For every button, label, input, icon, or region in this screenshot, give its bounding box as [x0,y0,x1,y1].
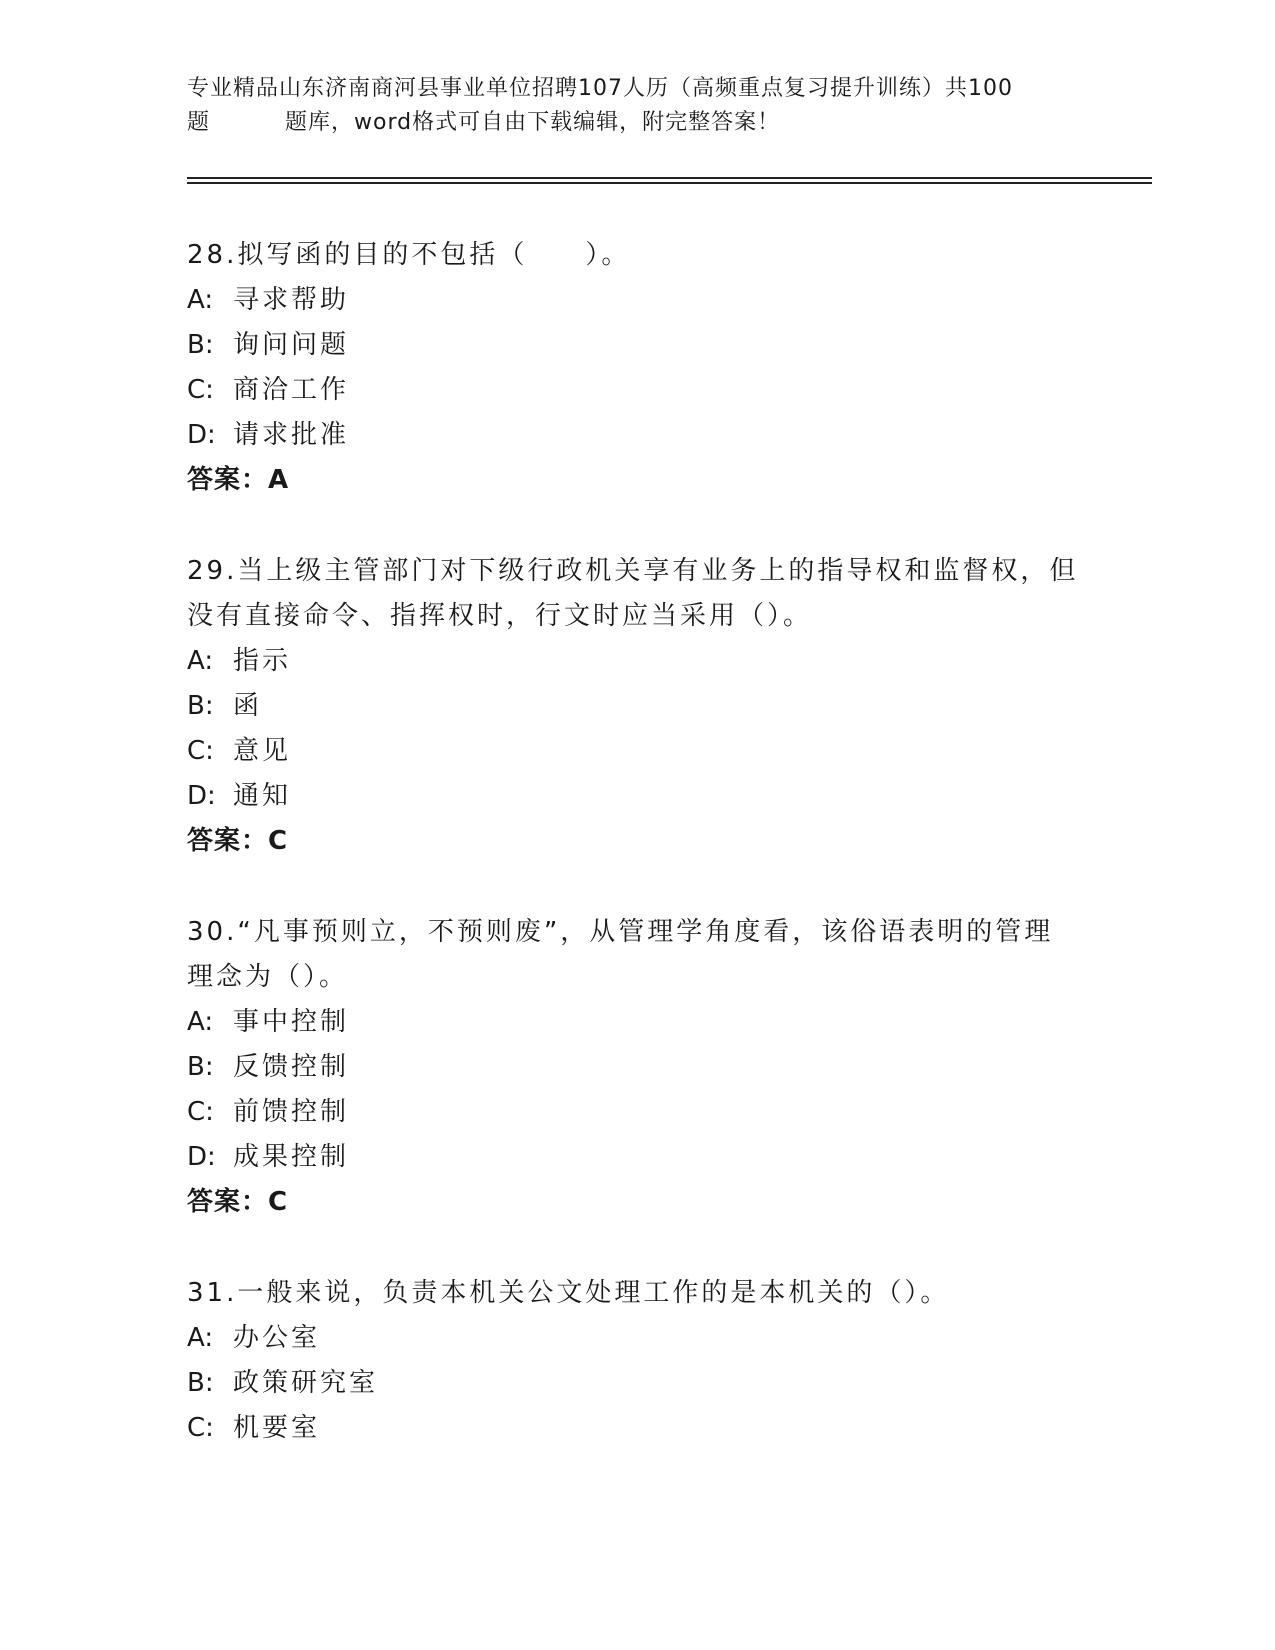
option-c [187,1406,1087,1451]
option-key: D: [187,420,216,450]
option-key: A: [187,646,214,676]
question-28 [187,233,1087,503]
option-c [187,729,1087,774]
option-text: 请求批准 [233,420,350,450]
option-key: B: [187,330,214,360]
question-stem: 28.拟写函的目的不包括（ ）。 [187,240,631,270]
question-stem-line-1: 29.当上级主管部门对下级行政机关享有业务上的指导权和监督权，但 [187,556,1079,586]
option-a [187,639,1087,684]
option-key: C: [187,736,214,766]
option-text: 成果控制 [233,1142,350,1172]
answer-label: 答案：C [187,1187,289,1217]
option-key: C: [187,1097,214,1127]
header-title-line-2-rest: 题库，word格式可自由下载编辑，附完整答案！ [285,110,781,135]
option-b [187,684,1087,729]
answer-label: 答案：A [187,465,290,495]
option-text: 通知 [233,781,292,811]
option-b [187,1361,1087,1406]
option-c [187,368,1087,413]
option-text: 函 [233,691,263,721]
option-b [187,1045,1087,1090]
header-title-line-2-lead: 题 [187,110,211,135]
option-text: 寻求帮助 [233,285,350,315]
option-key: C: [187,375,214,405]
option-text: 政策研究室 [233,1368,379,1398]
question-stem-line-1: 30.“凡事预则立，不预则废”，从管理学角度看，该俗语表明的管理 [187,917,1054,947]
option-key: D: [187,781,216,811]
answer-label: 答案：C [187,826,289,856]
question-stem: 31.一般来说，负责本机关公文处理工作的是本机关的（）。 [187,1278,950,1308]
option-key: A: [187,285,214,315]
header-title-line-1: 专业精品山东济南商河县事业单位招聘107人历（高频重点复习提升训练）共100 [187,76,1013,101]
question-list [187,233,1087,1497]
question-29 [187,549,1087,864]
option-text: 询问问题 [233,330,350,360]
header-divider-top [187,177,1152,179]
option-c [187,1090,1087,1135]
option-d [187,413,1087,458]
question-30 [187,910,1087,1225]
option-a [187,1000,1087,1045]
option-text: 事中控制 [233,1007,350,1037]
option-text: 指示 [233,646,292,676]
option-key: B: [187,691,214,721]
option-b [187,323,1087,368]
option-key: B: [187,1052,214,1082]
option-text: 前馈控制 [233,1097,350,1127]
option-text: 办公室 [233,1323,321,1353]
option-d [187,1135,1087,1180]
option-a [187,278,1087,323]
option-key: A: [187,1007,214,1037]
option-key: C: [187,1413,214,1443]
option-key: D: [187,1142,216,1172]
option-text: 机要室 [233,1413,321,1443]
option-key: A: [187,1323,214,1353]
document-header [187,72,1087,140]
question-31 [187,1271,1087,1451]
option-text: 商洽工作 [233,375,350,405]
question-stem-line-2: 理念为（）。 [187,962,349,992]
header-title-line-2 [187,106,1087,140]
option-text: 意见 [233,736,292,766]
option-key: B: [187,1368,214,1398]
option-d [187,774,1087,819]
header-divider-bottom [187,182,1152,184]
option-a [187,1316,1087,1361]
option-text: 反馈控制 [233,1052,350,1082]
question-stem-line-2: 没有直接命令、指挥权时，行文时应当采用（）。 [187,601,813,631]
